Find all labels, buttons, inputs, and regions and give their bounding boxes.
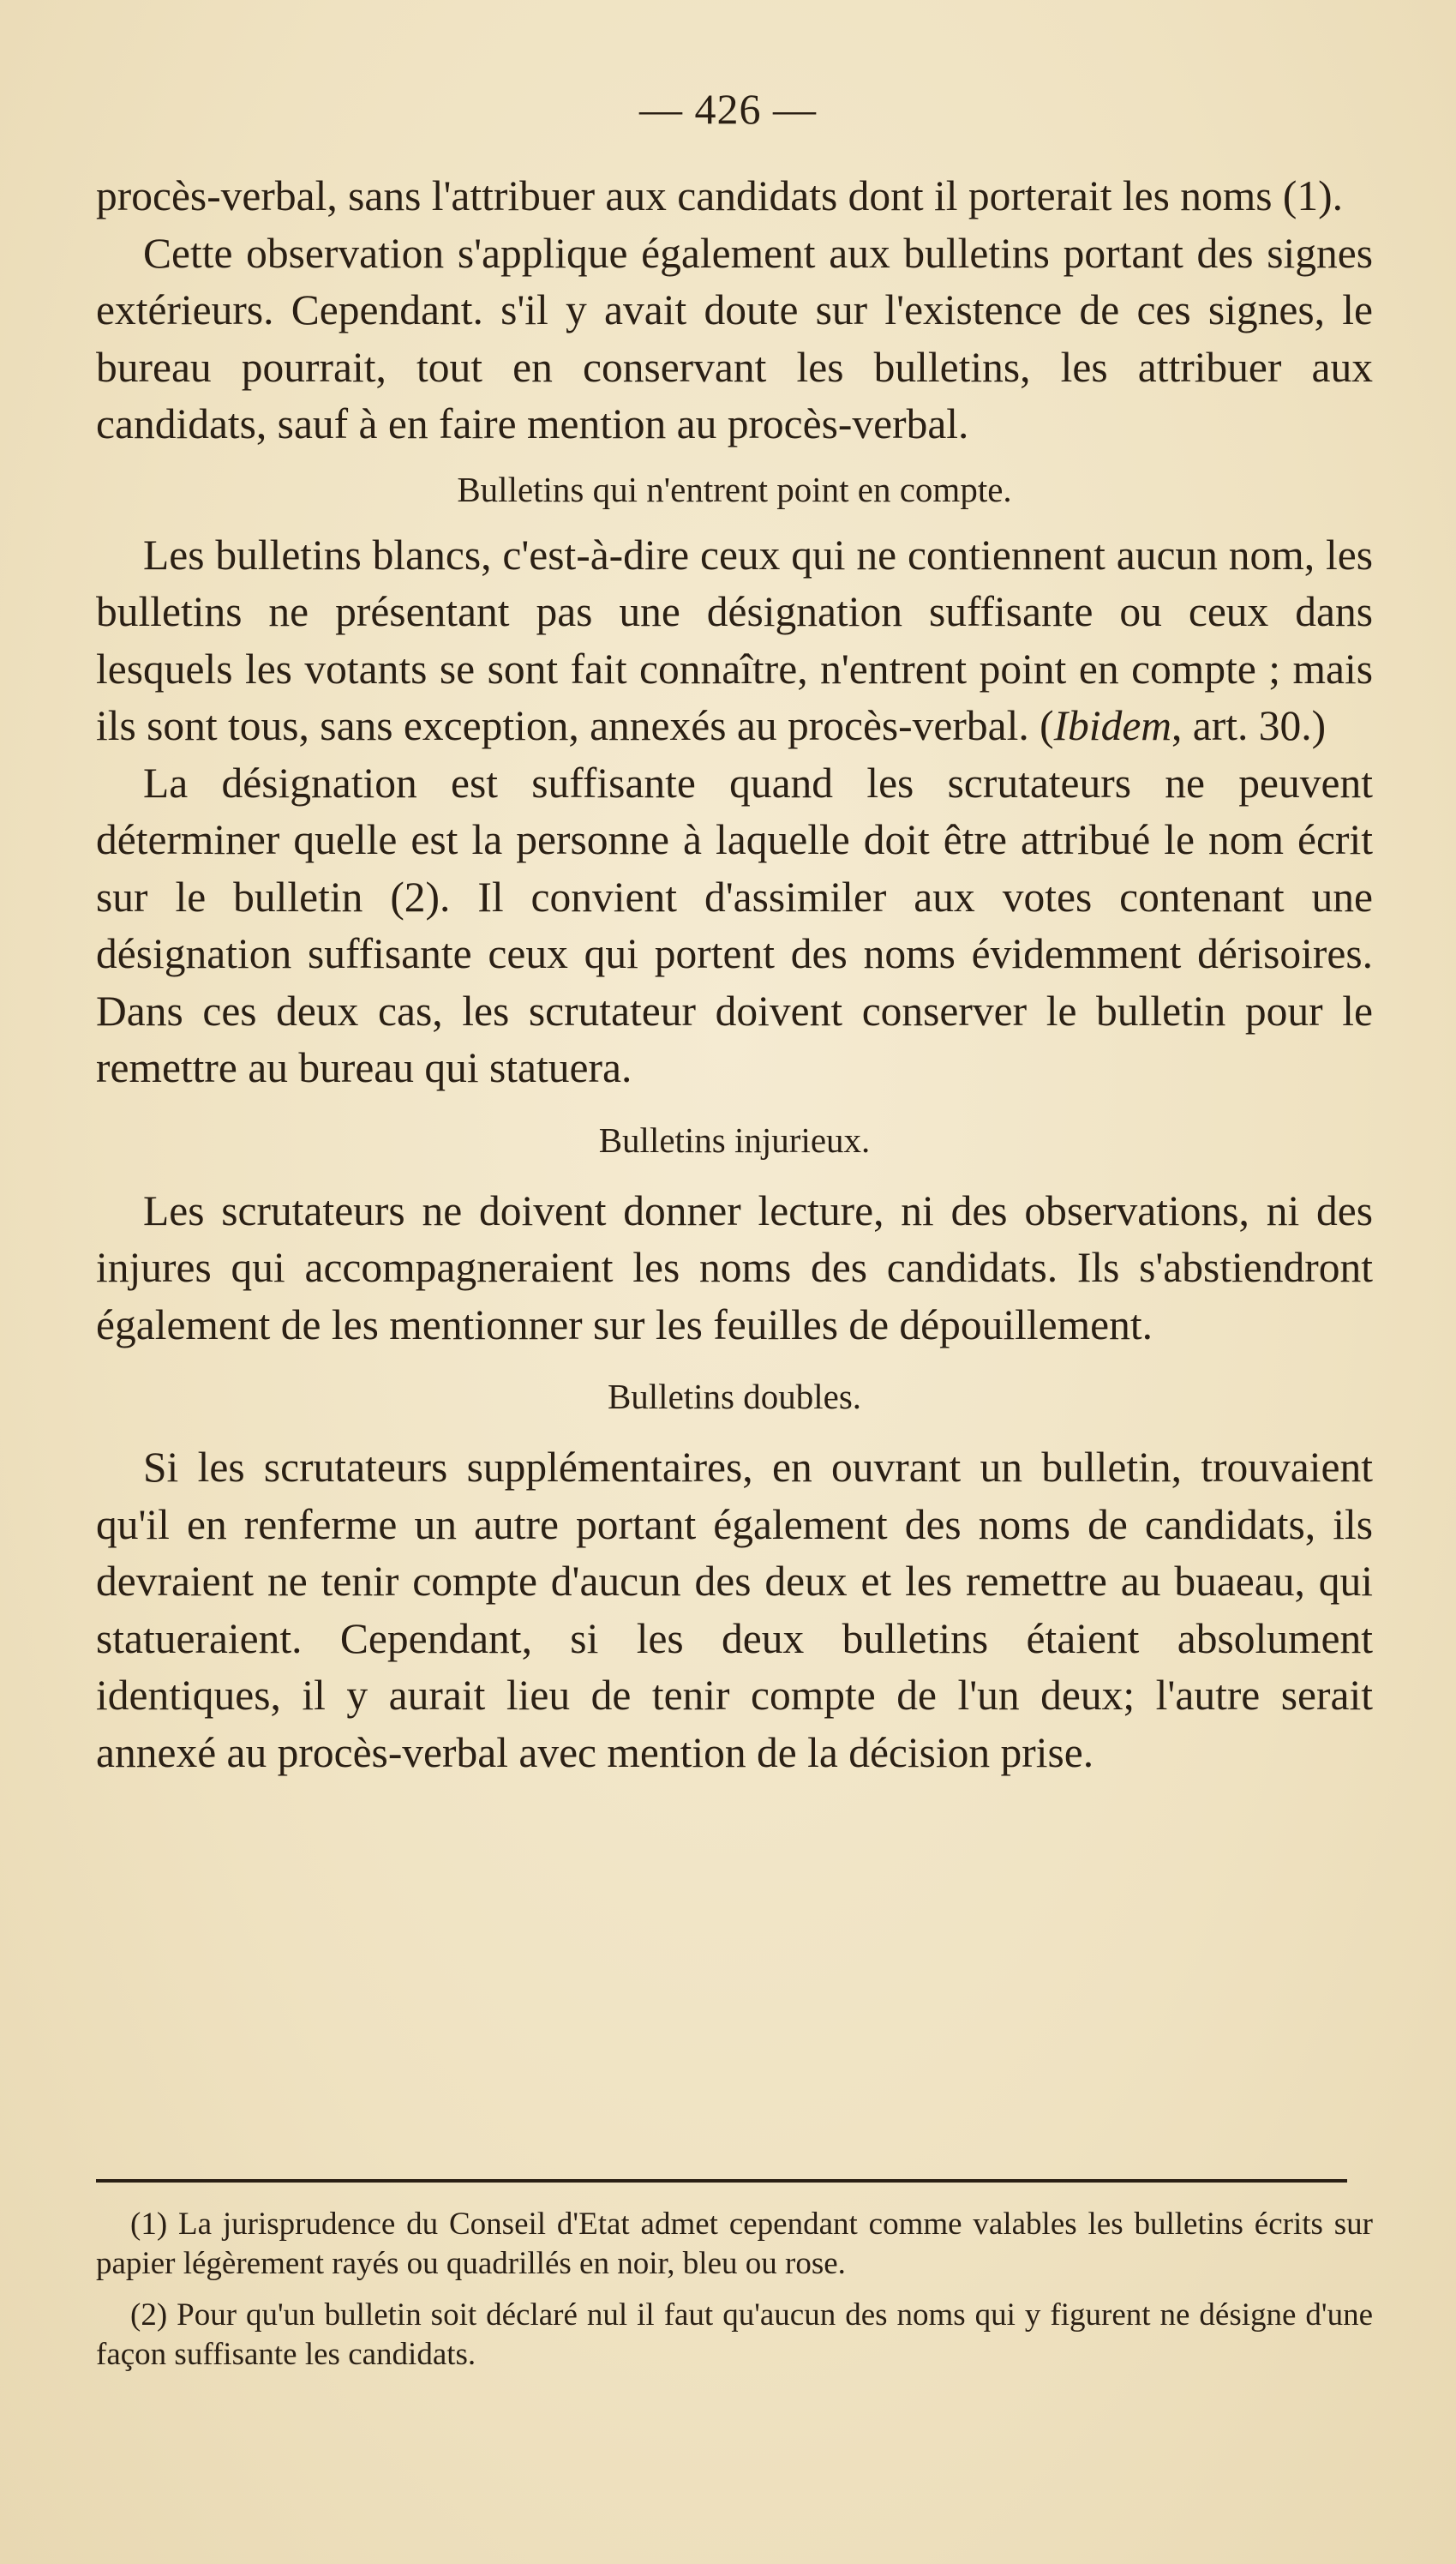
footnotes bbox=[96, 2205, 1373, 2375]
main-text bbox=[96, 168, 1373, 1781]
page-number: — 426 — bbox=[639, 85, 817, 133]
footnote-separator bbox=[96, 2179, 1347, 2183]
blank-ballots-text: Les bulletins blancs, c'est-à-dire ceux qui ne contiennent aucun nom, les bulletins ne présentant pas une désignation suffisante ou ceux dans lesquels les votants se sont fait connaître, n'entrent point en compte ; mais ils sont tous, sans exception, annexés au procès-verbal. ( bbox=[96, 531, 1373, 749]
heading-injurious: Bulletins injurieux. bbox=[598, 1120, 871, 1160]
footnote-2: (2) Pour qu'un bulletin soit déclaré nul il faut qu'aucun des noms qui y figurent ne désigne d'une façon suffisante les candidats. bbox=[96, 2297, 1373, 2372]
footnote-1: (1) La jurisprudence du Conseil d'Etat admet cependant comme valables les bulletins écrits sur papier légèrement rayés ou quadrillés en noir, bleu ou rose. bbox=[96, 2207, 1373, 2281]
paragraph-external-signs: Cette observation s'applique également aux bulletins portant des signes extérieurs. Cependant. s'il y avait doute sur l'existence de ces signes, le bureau pourrait, tout en conservant les bulletins, les attribuer aux candidats, sauf à en faire mention au procès-verbal. bbox=[96, 229, 1373, 447]
article-reference: , art. 30.) bbox=[1171, 702, 1327, 749]
paragraph-double: Si les scrutateurs supplémentaires, en ouvrant un bulletin, trouvaient qu'il en renferme un autre portant également des noms de candidats, ils devraient ne tenir compte d'aucun des deux et les remettre au buaeau, qui statueraient. Cependant, si les deux bulletins étaient absolument identiques, il y aurait lieu de tenir compte de l'un deux; l'autre serait annexé au procès-verbal avec mention de la décision prise. bbox=[96, 1444, 1373, 1776]
heading-not-counted: Bulletins qui n'entrent point en compte. bbox=[457, 469, 1012, 509]
ibidem-reference: Ibidem bbox=[1053, 702, 1172, 749]
paragraph-blank-ballots bbox=[96, 527, 1373, 755]
paragraph-continuation: procès-verbal, sans l'attribuer aux candidats dont il porterait les noms (1). bbox=[96, 172, 1343, 219]
paragraph-designation: La désignation est suffisante quand les scrutateurs ne peuvent déterminer quelle est la personne à laquelle doit être attribué le nom écrit sur le bulletin (2). Il convient d'assimiler aux votes contenant une désignation suffisante ceux qui portent des noms évidemment dérisoires. Dans ces deux cas, les scrutateur doivent conserver le bulletin pour le remettre au bureau qui statuera. bbox=[96, 759, 1373, 1091]
paragraph-injurious: Les scrutateurs ne doivent donner lecture, ni des observations, ni des injures qui accompagneraient les noms des candidats. Ils s'abstiendront également de les mentionner sur les feuilles de dépouillement. bbox=[96, 1186, 1373, 1348]
heading-double: Bulletins doubles. bbox=[607, 1377, 862, 1416]
